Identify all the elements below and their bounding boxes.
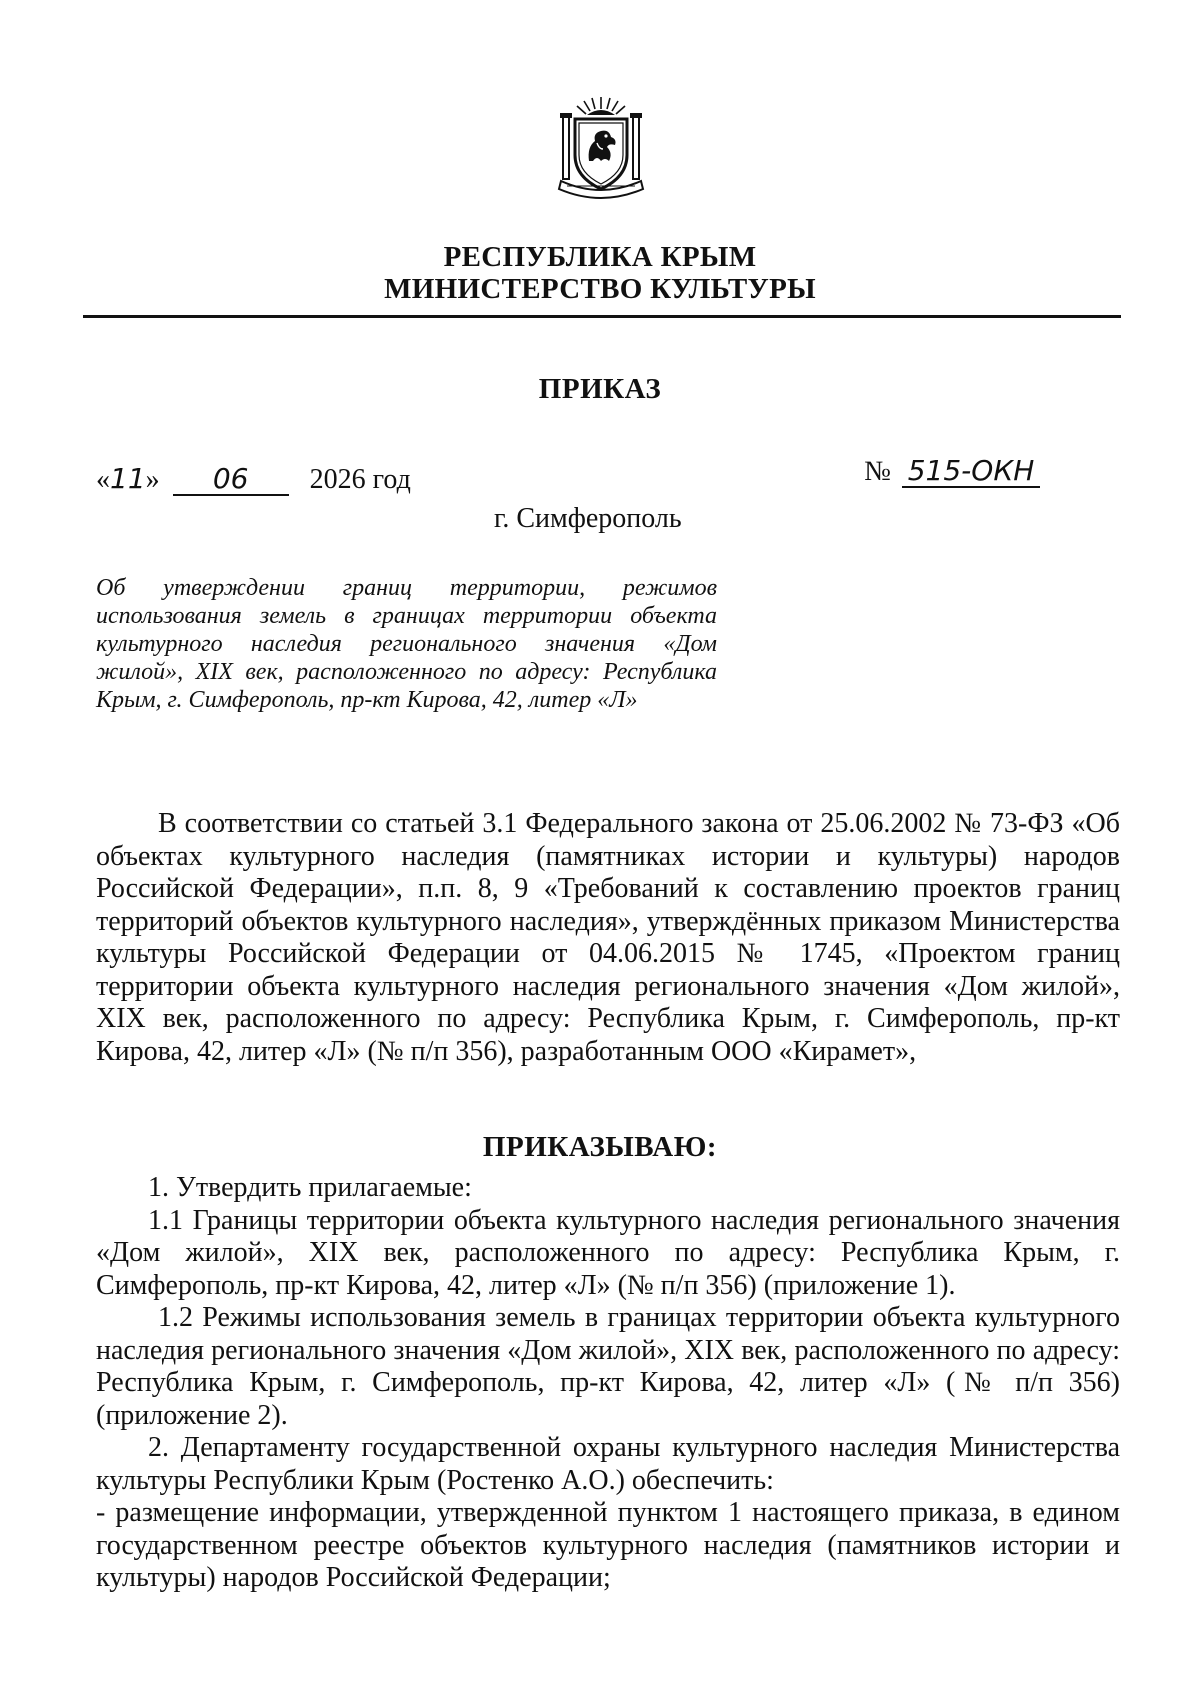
date-month: 06: [173, 464, 289, 496]
date-quote-open: «: [96, 464, 110, 495]
coat-of-arms-icon: [553, 95, 649, 203]
city: г. Симферополь: [494, 503, 682, 534]
number-label: №: [864, 456, 891, 487]
number-value: 515-ОКН: [902, 456, 1040, 488]
order-number: [864, 456, 1040, 488]
republic-name: РЕСПУБЛИКА КРЫМ: [443, 241, 757, 273]
date-year: 2026 год: [309, 464, 411, 495]
date-quote-close: »: [145, 464, 160, 495]
order-item: 1.2 Режимы использования земель в границах территории объекта культурного наследия регионального значения «Дом жилой», XIX век, расположенного по адресу: Республика Крым, г. Симферополь, пр-кт Кирова, 42, литер «Л» (№ п/п 356) (приложение 2).: [96, 1302, 1120, 1431]
order-item: 2. Департаменту государственной охраны культурного наследия Министерства культуры Республики Крым (Ростенко А.О.) обеспечить:: [96, 1432, 1120, 1496]
order-items: [96, 1172, 1120, 1595]
preamble-text: В соответствии со статьей 3.1 Федерального закона от 25.06.2002 № 73-ФЗ «Об объектах культурного наследия (памятниках истории и культуры) народов Российской Федерации», п.п. 8, 9 «Требований к составлению проектов границ территорий объектов культурного наследия», утверждённых приказом Министерства культуры Российской Федерации от 04.06.2015 № 1745, «Проектом границ территории объекта культурного наследия регионального значения «Дом жилой», XIX век, расположенного по адресу: Республика Крым, г. Симферополь, пр-кт Кирова, 42, литер «Л» (№ п/п 356), разработанным ООО «Кирамет»,: [96, 808, 1120, 1067]
date-day: 11: [110, 462, 146, 495]
date-line: [96, 462, 411, 496]
order-item: 1. Утвердить прилагаемые:: [148, 1172, 472, 1203]
order-word: ПРИКАЗЫВАЮ:: [482, 1131, 718, 1163]
order-subject: Об утверждении границ территории, режимов использования земель в границах территории объекта культурного наследия регионального значения «Дом жилой», XIX век, расположенного по адресу: Республика Крым, г. Симферополь, пр-кт Кирова, 42, литер «Л»: [96, 575, 717, 713]
header-rule: [83, 315, 1121, 318]
document-title: ПРИКАЗ: [538, 373, 662, 405]
ministry-name: МИНИСТЕРСТВО КУЛЬТУРЫ: [384, 273, 816, 305]
order-item: 1.1 Границы территории объекта культурного наследия регионального значения «Дом жилой», XIX век, расположенного по адресу: Республика Крым, г. Симферополь, пр-кт Кирова, 42, литер «Л» (№ п/п 356) (приложение 1).: [96, 1204, 1120, 1301]
preamble: [96, 808, 1120, 1068]
order-item: - размещение информации, утвержденной пунктом 1 настоящего приказа, в едином государственном реестре объектов культурного наследия (памятников истории и культуры) народов Российской Федерации;: [96, 1497, 1120, 1593]
